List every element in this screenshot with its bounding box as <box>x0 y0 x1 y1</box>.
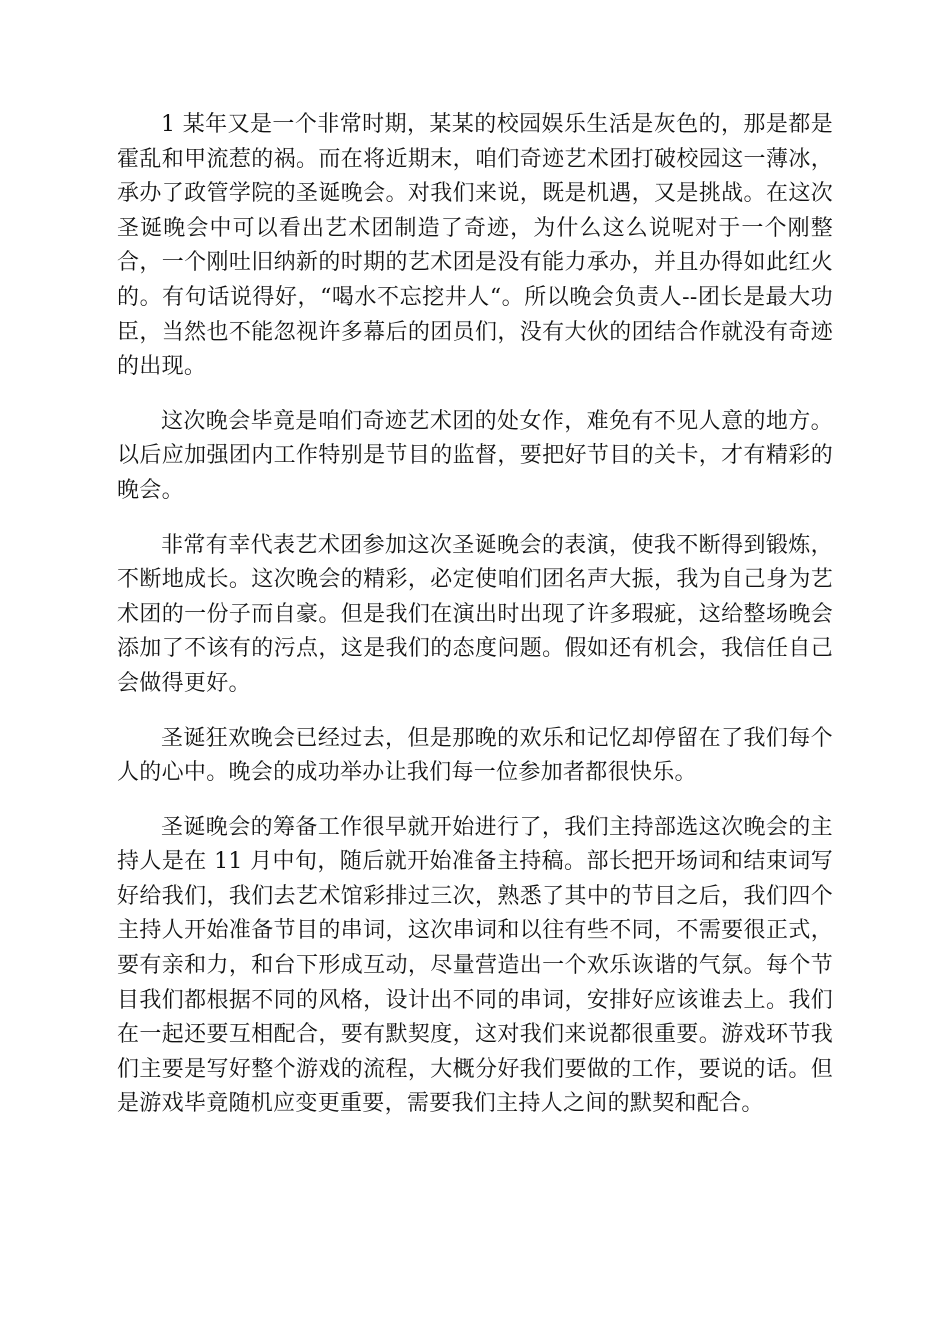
paragraph-5: 圣诞晚会的筹备工作很早就开始进行了，我们主持部选这次晚会的主持人是在 11 月中旬，随后就开始准备主持稿。部长把开场词和结束词写好给我们，我们去艺术馆彩排过三次，熟悉了其中的节目之后，我们四个主持人开始准备节目的串词，这次串词和以往有些不同，不需要很正式，要有亲和力，和台下形成互动，尽量营造出一个欢乐诙谐的气氛。每个节目我们都根据不同的风格，设计出不同的串词，安排好应该谁去上。我们在一起还要互相配合，要有默契度，这对我们来说都很重要。游戏环节我们主要是写好整个游戏的流程，大概分好我们要做的工作，要说的话。但是游戏毕竟随机应变更重要，需要我们主持人之间的默契和配合。 <box>117 814 833 1117</box>
paragraph-3: 非常有幸代表艺术团参加这次圣诞晚会的表演，使我不断得到锻炼，不断地成长。这次晚会的精彩，必定使咱们团名声大振，我为自己身为艺术团的一份子而自豪。但是我们在演出时出现了许多瑕疵，这给整场晚会添加了不该有的污点，这是我们的态度问题。假如还有机会，我信任自己会做得更好。 <box>117 532 833 696</box>
paragraph-2: 这次晚会毕竟是咱们奇迹艺术团的处女作，难免有不见人意的地方。以后应加强团内工作特别是节目的监督，要把好节目的关卡，才有精彩的晚会。 <box>117 408 833 503</box>
paragraph-4: 圣诞狂欢晚会已经过去，但是那晚的欢乐和记忆却停留在了我们每个人的心中。晚会的成功举办让我们每一位参加者都很快乐。 <box>117 725 833 786</box>
paragraph-1: 1 某年又是一个非常时期，某某的校园娱乐生活是灰色的，那是都是霍乱和甲流惹的祸。而在将近期末，咱们奇迹艺术团打破校园这一薄冰，承办了政管学院的圣诞晚会。对我们来说，既是机遇，又是挑战。在这次圣诞晚会中可以看出艺术团制造了奇迹，为什么这么说呢对于一个刚整合，一个刚吐旧纳新的时期的艺术团是没有能力承办，并且办得如此红火的。有句话说得好，“喝水不忘挖井人“。所以晚会负责人--团长是最大功臣，当然也不能忽视许多幕后的团员们，没有大伙的团结合作就没有奇迹的出现。 <box>117 112 833 380</box>
document-page <box>117 108 833 1142</box>
